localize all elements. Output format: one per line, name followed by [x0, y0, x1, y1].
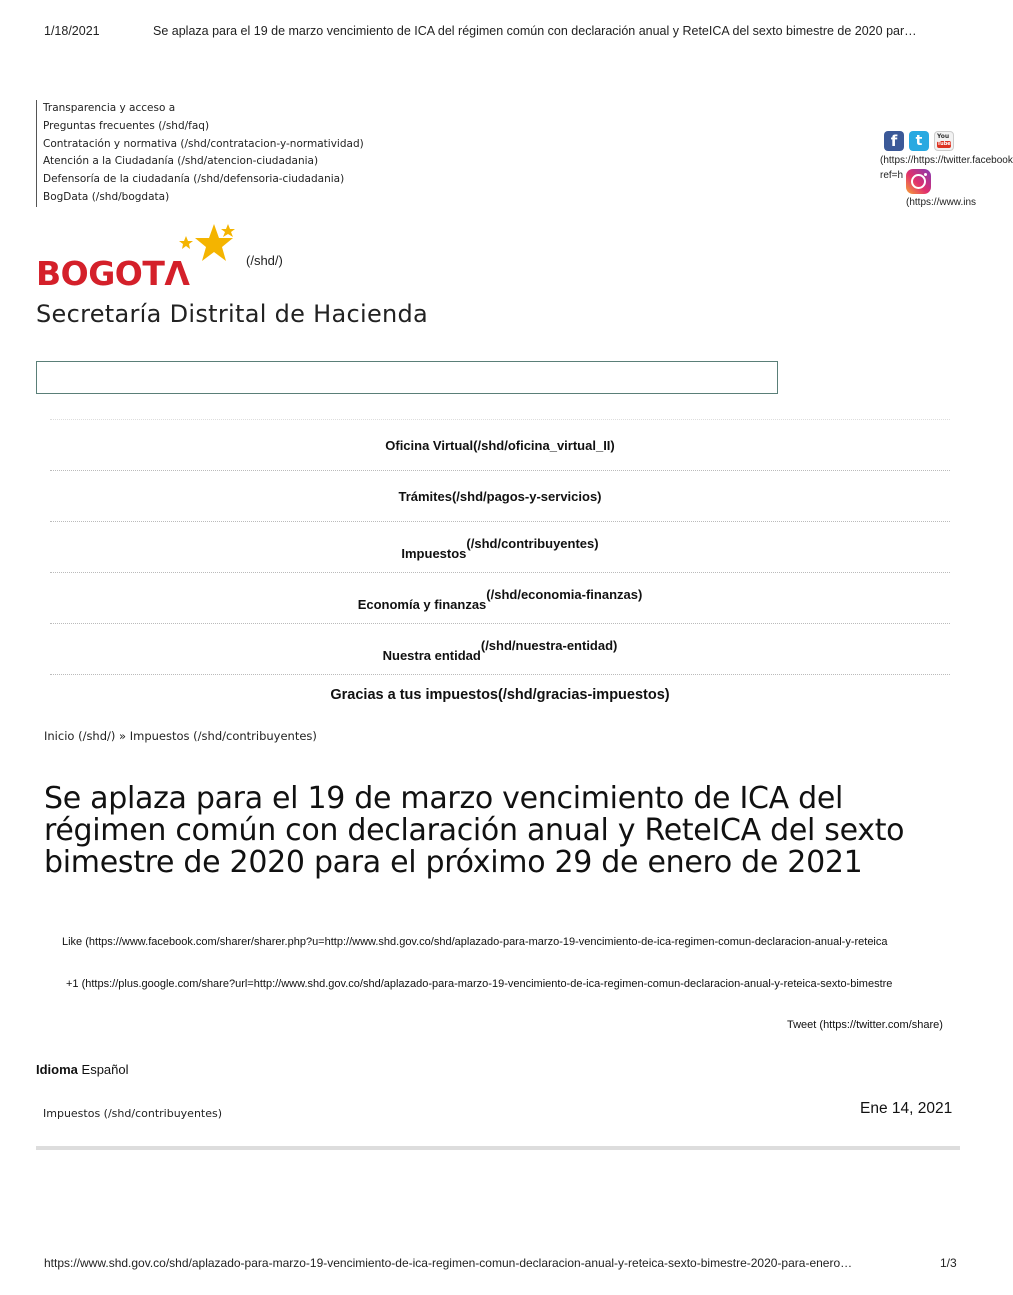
department-name: Secretaría Distrital de Hacienda — [36, 300, 429, 328]
util-link-defensoria[interactable]: Defensoría de la ciudadanía (/shd/defensoria-ciudadania) — [43, 173, 345, 186]
social-link-text[interactable]: (https://https://twitter.facebook — [880, 155, 1013, 166]
facebook-like-link[interactable]: Like (https://www.facebook.com/sharer/sharer.php?u=http://www.shd.gov.co/shd/aplazado-para-marzo-19-vencimiento-de-ica-regimen-comun-declaracion-anual-y-reteica — [62, 936, 888, 948]
nav-href: (/shd/contribuyentes) — [466, 535, 599, 551]
language-label: Idioma — [36, 1062, 78, 1077]
nav-href: (/shd/nuestra-entidad) — [480, 637, 618, 653]
facebook-icon[interactable]: f — [884, 131, 904, 151]
util-link-atencion[interactable]: Atención a la Ciudadanía (/shd/atencion-ciudadania) — [43, 155, 319, 168]
nav-impuestos[interactable] — [50, 522, 950, 573]
nav-href: (/shd/oficina_virtual_II) — [473, 437, 615, 453]
language-row — [36, 1062, 129, 1077]
publish-date: Ene 14, 2021 — [860, 1100, 953, 1117]
bogota-logo[interactable] — [36, 222, 246, 298]
util-link-faq[interactable]: Preguntas frecuentes (/shd/faq) — [43, 119, 210, 132]
nav-label: Trámites — [398, 488, 452, 504]
nav-label: Impuestos — [401, 545, 467, 561]
breadcrumb[interactable]: Inicio (/shd/) » Impuestos (/shd/contribuyentes) — [44, 729, 317, 743]
category-tag-link[interactable]: Impuestos (/shd/contribuyentes) — [43, 1107, 223, 1120]
search-input[interactable] — [36, 361, 778, 394]
logo-link-text[interactable]: (/shd/) — [246, 253, 283, 268]
nav-label: Oficina Virtual — [385, 437, 474, 453]
social-ref-text: ref=h — [880, 170, 904, 181]
language-value: Español — [81, 1062, 129, 1077]
print-date: 1/18/2021 — [44, 24, 100, 38]
main-nav — [50, 419, 950, 715]
nav-oficina-virtual[interactable] — [50, 419, 950, 471]
divider — [36, 1146, 960, 1150]
twitter-icon[interactable]: t — [909, 131, 929, 151]
util-link-transparencia[interactable]: Transparencia y acceso a — [43, 102, 176, 114]
nav-href: (/shd/economia-finanzas) — [486, 586, 643, 602]
google-plus-link[interactable]: +1 (https://plus.google.com/share?url=http://www.shd.gov.co/shd/aplazado-para-marzo-19-vencimiento-de-ica-regimen-comun-declaracion-anual-y-reteica-sexto-bimestre — [66, 978, 893, 990]
instagram-link[interactable]: (https://www.ins — [906, 197, 977, 208]
tweet-link[interactable]: Tweet (https://twitter.com/share) — [787, 1019, 943, 1031]
page-title: Se aplaza para el 19 de marzo vencimiento de ICA del régimen común con declaración anual y ReteICA del sexto bimestre de 2020 para el próximo 29 de enero de 2021 — [44, 781, 905, 880]
print-page-title: Se aplaza para el 19 de marzo vencimiento de ICA del régimen común con declaración anual y ReteICA del sexto bimestre de 2020 par… — [153, 24, 917, 38]
print-page-number: 1/3 — [940, 1256, 957, 1270]
nav-href: (/shd/pagos-y-servicios) — [451, 488, 602, 504]
utility-links — [36, 100, 364, 207]
nav-label: Nuestra entidad — [382, 647, 481, 663]
nav-nuestra-entidad[interactable] — [50, 624, 950, 675]
nav-label: Economía y finanzas — [357, 596, 487, 612]
util-link-bogdata[interactable]: BogData (/shd/bogdata) — [43, 190, 170, 203]
print-footer-url: https://www.shd.gov.co/shd/aplazado-para-marzo-19-vencimiento-de-ica-regimen-comun-declaracion-anual-y-reteica-sexto-bimestre-2020-para-enero… — [44, 1256, 853, 1270]
nav-label: Gracias a tus impuestos — [330, 687, 498, 703]
util-link-contratacion[interactable]: Contratación y normativa (/shd/contratacion-y-normatividad) — [43, 137, 364, 150]
nav-gracias-impuestos[interactable] — [50, 675, 950, 715]
youtube-icon[interactable]: You Tube — [934, 131, 954, 151]
logo-wordmark: BOGOTΛ — [36, 254, 190, 293]
nav-economia[interactable] — [50, 573, 950, 624]
nav-tramites[interactable] — [50, 471, 950, 522]
logo-star-small — [221, 224, 235, 237]
nav-href: (/shd/gracias-impuestos) — [498, 687, 670, 703]
instagram-icon[interactable] — [906, 169, 931, 194]
logo-star-tiny — [179, 236, 193, 249]
